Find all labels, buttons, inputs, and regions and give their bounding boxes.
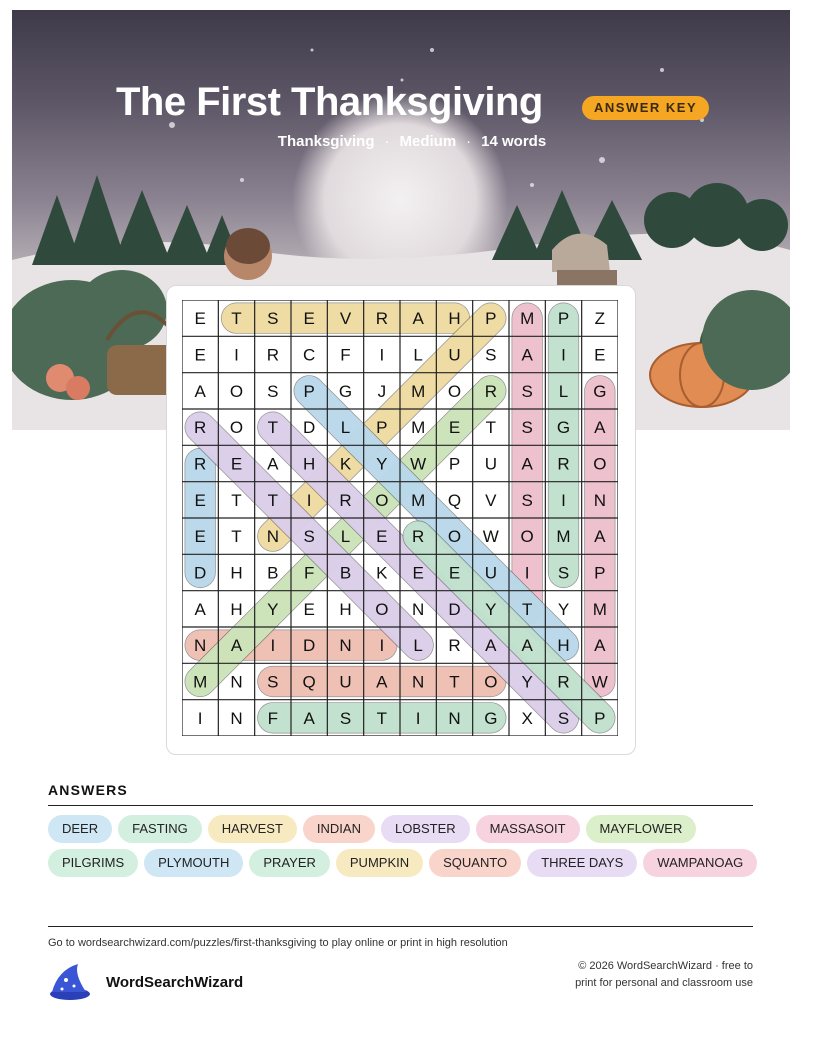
grid-letter: A (485, 636, 497, 656)
grid-letter: H (557, 636, 570, 656)
grid-letter: S (267, 672, 279, 692)
grid-letter: O (229, 418, 244, 438)
grid-letter: S (303, 527, 315, 547)
copyright-notice: © 2026 WordSearchWizard · free to print for personal and classroom use (575, 960, 753, 989)
grid-letter: A (594, 418, 606, 438)
grid-letter: R (339, 490, 352, 510)
answer-chip: THREE DAYS (527, 849, 637, 877)
grid-letter: D (303, 636, 316, 656)
answer-chip: DEER (48, 815, 112, 843)
grid-letter: I (306, 490, 312, 510)
grid-letter: M (411, 381, 426, 401)
grid-letter: H (230, 563, 243, 583)
grid-letter: Y (485, 599, 497, 619)
grid-letter: A (521, 636, 533, 656)
grid-letter: Y (267, 599, 279, 619)
grid-letter: T (231, 309, 242, 329)
grid-letter: A (267, 454, 279, 474)
grid-letter: Y (376, 454, 388, 474)
meta-word-count: 14 words (481, 133, 547, 150)
grid-letter: E (448, 563, 461, 583)
grid-letter: R (448, 636, 461, 656)
grid-letter: E (376, 527, 388, 547)
grid-letter: T (449, 672, 460, 692)
answer-chip: SQUANTO (429, 849, 521, 877)
grid-letter: H (230, 599, 243, 619)
grid-letter: O (375, 490, 389, 510)
grid-letter: O (447, 381, 462, 401)
grid-letter: A (521, 345, 533, 365)
grid-letter: U (484, 563, 497, 583)
grid-letter: E (230, 454, 243, 474)
grid-letter: W (410, 454, 427, 474)
footer-divider (48, 926, 753, 927)
answer-chip: WAMPANOAG (643, 849, 757, 877)
grid-letter: R (412, 527, 425, 547)
grid-letter: P (303, 381, 315, 401)
grid-letter: W (482, 527, 499, 547)
grid-letter: S (339, 708, 352, 728)
grid-letter: W (591, 672, 608, 692)
grid-letter: Z (594, 309, 606, 329)
meta-difficulty: Medium (399, 133, 457, 150)
grid-letter: S (521, 381, 533, 401)
brand[interactable] (48, 962, 243, 1002)
grid-letter: N (230, 672, 243, 692)
grid-letter: S (267, 309, 279, 329)
grid-letter: I (561, 345, 566, 365)
grid-letter: G (593, 381, 607, 401)
grid-letter: A (521, 454, 533, 474)
grid-letter: G (556, 418, 571, 438)
grid-letter: D (448, 599, 461, 619)
grid-letter: D (303, 418, 316, 438)
play-online-link[interactable]: Go to wordsearchwizard.com/puzzles/first-thanksgiving to play online or print in high resolution (48, 937, 508, 949)
wizard-hat-icon (48, 962, 94, 1002)
grid-letter: N (194, 636, 207, 656)
grid-letter: H (303, 454, 316, 474)
answer-key-badge: ANSWER KEY (582, 96, 709, 120)
grid-letter: R (484, 381, 497, 401)
grid-letter: V (485, 490, 497, 510)
grid-letter: Q (302, 672, 316, 692)
grid-letter: E (194, 490, 206, 510)
grid-letter: L (558, 381, 569, 401)
answers-divider (48, 805, 753, 806)
grid-letter: N (230, 708, 243, 728)
grid-letter: P (485, 309, 497, 329)
apple (66, 376, 90, 400)
answers-heading: ANSWERS (48, 782, 128, 798)
grid-letter: O (520, 527, 534, 547)
grid-letter: M (556, 527, 571, 547)
answer-chip: HARVEST (208, 815, 297, 843)
grid-letter: E (194, 527, 206, 547)
grid-letter: O (447, 527, 462, 547)
grid-letter: N (339, 636, 352, 656)
answer-chip: PILGRIMS (48, 849, 138, 877)
grid-letter: N (593, 490, 606, 510)
grid-letter: A (412, 309, 424, 329)
grid-letter: B (267, 563, 279, 583)
grid-letter: R (557, 454, 570, 474)
answer-chip: MAYFLOWER (586, 815, 697, 843)
grid-letter: O (484, 672, 498, 692)
grid-letter: O (375, 599, 389, 619)
grid-letter: I (234, 345, 239, 365)
grid-letter: A (594, 527, 606, 547)
grid-letter: M (411, 418, 426, 438)
grid-letter: S (267, 381, 279, 401)
grid-letter: G (484, 708, 498, 728)
grid-letter: R (194, 454, 207, 474)
grid-letter: A (303, 708, 315, 728)
grid-letter: I (379, 636, 385, 656)
grid-letter: A (594, 636, 606, 656)
grid-letter: F (267, 708, 279, 728)
grid-letter: P (557, 309, 570, 329)
pilgrim-figure-left (224, 228, 272, 280)
grid-letter: M (411, 490, 426, 510)
grid-letter: L (413, 636, 423, 656)
grid-letter: I (197, 708, 203, 728)
grid-letter: I (415, 708, 421, 728)
answer-chip: PUMPKIN (336, 849, 423, 877)
puzzle-meta: Thanksgiving · Medium · 14 words (277, 133, 547, 150)
answer-chip: LOBSTER (381, 815, 470, 843)
grid-letter: T (267, 418, 279, 438)
grid-letter: J (377, 381, 387, 401)
grid-letter: A (230, 636, 243, 656)
grid-letter: K (339, 454, 352, 474)
grid-letter: M (193, 672, 208, 692)
grid-letter: T (231, 527, 242, 547)
grid-letter: A (194, 381, 206, 401)
grid-letter: D (194, 563, 207, 583)
grid-letter: E (448, 418, 461, 438)
grid-letter: X (521, 708, 533, 728)
grid-letter: E (594, 345, 606, 365)
grid-letter: T (267, 490, 279, 510)
grid-letter: I (379, 345, 385, 365)
grid-letter: R (266, 345, 279, 365)
grid-letter: S (485, 345, 497, 365)
grid-letter: M (520, 309, 535, 329)
grid-letter: T (521, 599, 533, 619)
grid-letter: N (412, 672, 425, 692)
grid-letter: Y (521, 672, 533, 692)
grid-letter: N (266, 527, 279, 547)
answer-chip: PLYMOUTH (144, 849, 243, 877)
word-search-grid (182, 300, 618, 736)
grid-letter: L (413, 345, 423, 365)
answer-chip: PRAYER (249, 849, 330, 877)
answer-chip: MASSASOIT (476, 815, 580, 843)
grid-letter: F (340, 345, 351, 365)
grid-letter: P (594, 708, 606, 728)
grid-letter: E (194, 345, 206, 365)
grid-letter: E (412, 563, 424, 583)
grid-letter: R (375, 309, 388, 329)
grid-letter: T (485, 418, 497, 438)
grid-letter: K (376, 563, 388, 583)
grid-letter: L (340, 418, 351, 438)
grid-letter: N (448, 708, 461, 728)
answer-list (48, 815, 760, 877)
grid-letter: E (303, 309, 315, 329)
grid-letter: R (194, 418, 207, 438)
grid-letter: H (339, 599, 352, 619)
grid-letter: A (194, 599, 206, 619)
grid-letter: U (448, 345, 461, 365)
grid-letter: B (339, 563, 352, 583)
grid-letter: I (561, 490, 566, 510)
grid-letter: G (338, 381, 353, 401)
grid-letter: F (303, 563, 315, 583)
page-title: The First Thanksgiving (116, 80, 543, 124)
grid-letter: P (376, 418, 388, 438)
grid-letter: P (448, 454, 461, 474)
grid-letter: M (592, 599, 607, 619)
grid-letter: A (376, 672, 388, 692)
grid-letter: T (376, 708, 388, 728)
answer-chip: FASTING (118, 815, 202, 843)
grid-letter: R (557, 672, 570, 692)
grid-letter: C (303, 345, 316, 365)
grid-letter: E (303, 599, 315, 619)
grid-letter: P (594, 563, 606, 583)
grid-letter: L (340, 527, 351, 547)
grid-letter: U (339, 672, 352, 692)
grid-letter: O (593, 454, 607, 474)
grid-letter: I (270, 636, 276, 656)
grid-letter: H (448, 309, 461, 329)
grid-letter: N (412, 599, 425, 619)
grid-letter: Y (557, 599, 570, 619)
brand-name: WordSearchWizard (106, 973, 244, 991)
grid-letter: V (339, 309, 352, 329)
grid-letter: S (557, 708, 570, 728)
grid-letter: S (557, 563, 570, 583)
treeline-left (32, 175, 242, 265)
grid-letter: O (229, 381, 244, 401)
grid-letter: I (524, 563, 530, 583)
meta-theme: Thanksgiving (277, 133, 375, 150)
grid-letter: T (231, 490, 242, 510)
grid-letter: E (194, 309, 206, 329)
grid-letter: U (484, 454, 497, 474)
grid-letter: S (521, 418, 533, 438)
grid-letter: S (521, 490, 533, 510)
grid-letter: Q (447, 490, 462, 510)
answer-chip: INDIAN (303, 815, 375, 843)
